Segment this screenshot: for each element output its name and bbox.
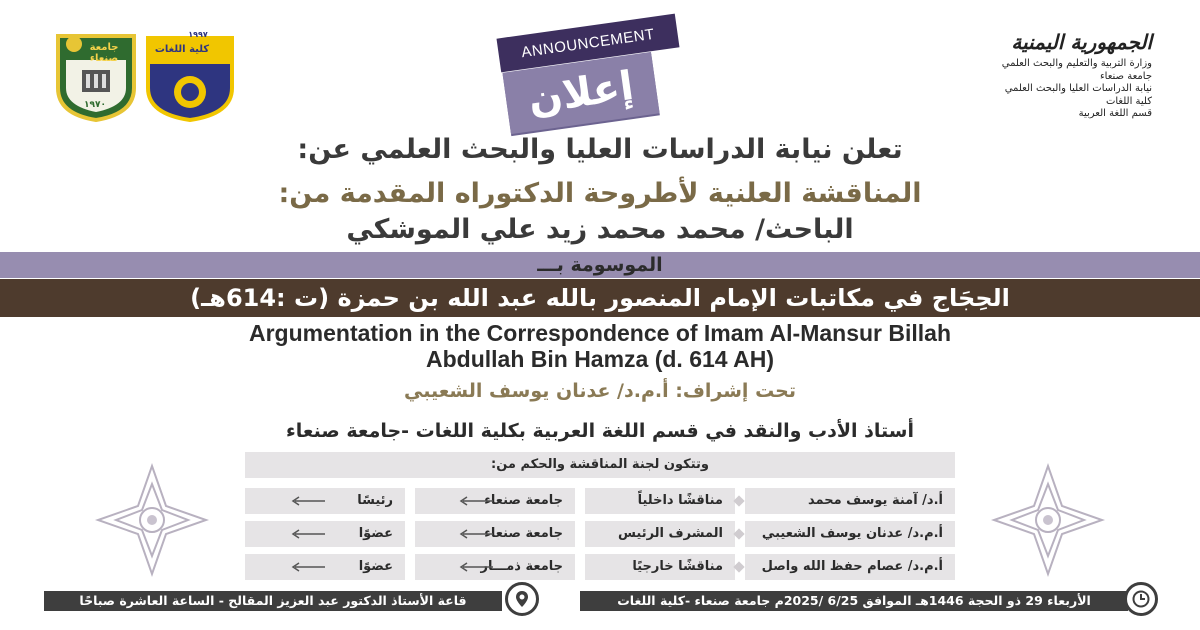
header-line: جامعة صنعاء: [1099, 70, 1152, 82]
faculty-logo-year: ١٩٩٧: [188, 30, 208, 39]
date-bar: الأربعاء 29 ذو الحجة 1446هـ الموافق 6/25 /2025م جامعة صنعاء -كلية اللغات: [580, 591, 1128, 611]
researcher-name: الباحث/ محمد محمد زيد علي الموشكي: [346, 214, 854, 245]
announcement-banner: [480, 18, 680, 130]
member-role: مناقشًا داخلياً: [585, 488, 735, 514]
member-university: جامعة ذمـــار: [415, 554, 575, 580]
venue-bar: قاعة الأستاذ الدكتور عبد العزيز المقالح - الساعة العاشرة صباحًا: [44, 591, 502, 611]
arabic-thesis-title: الحِجَاج في مكاتبات الإمام المنصور بالله عبد الله بن حمزة (ت :614هـ): [190, 284, 1010, 312]
university-logo-text: جامعة صنعاء: [89, 42, 119, 64]
announcement-ar: إعلان: [502, 52, 659, 134]
arrow-left-icon: [459, 562, 493, 572]
supervision-label: تحت إشراف:: [675, 380, 797, 402]
defense-heading: المناقشة العلنية لأطروحة الدكتوراه المقدمة من:: [278, 178, 922, 209]
member-status: عضوًا: [245, 554, 405, 580]
arrow-left-icon: [459, 529, 493, 539]
arrow-left-icon: [459, 496, 493, 506]
english-title-line2: Abdullah Bin Hamza (d. 614 AH): [425, 346, 775, 372]
supervisor-position: أستاذ الأدب والنقد في قسم اللغة العربية بكلية اللغات -جامعة صنعاء: [286, 420, 914, 442]
diamond-icon: [733, 561, 744, 572]
member-university: جامعة صنعاء: [415, 488, 575, 514]
supervision-line: [0, 380, 1200, 402]
committee-heading: وتتكون لجنة المناقشة والحكم من:: [245, 452, 955, 478]
arrow-left-icon: [291, 529, 325, 539]
clock-icon: [1124, 582, 1158, 616]
arrow-left-icon: [291, 496, 325, 506]
pin-icon: [505, 582, 539, 616]
committee-row: [245, 521, 955, 547]
university-logo-year: ١٩٧٠: [84, 100, 106, 110]
titled-label: الموسومة بـــ: [537, 254, 663, 276]
member-university: جامعة صنعاء: [415, 521, 575, 547]
member-status: رئيسًا: [245, 488, 405, 514]
arrow-left-icon: [291, 562, 325, 572]
member-name: أ.د/ آمنة يوسف محمد: [745, 488, 955, 514]
header-line: وزارة التربية والتعليم والبحث العلمي: [1001, 58, 1152, 69]
english-title-line1: Argumentation in the Correspondence of Imam Al-Mansur Billah: [249, 320, 951, 346]
left-ornament-icon: [92, 460, 212, 580]
header-line: نيابة الدراسات العليا والبحث العلمي: [1004, 83, 1152, 94]
member-role: مناقشًا خارجيًا: [585, 554, 735, 580]
header-line: قسم اللغة العربية: [1078, 108, 1152, 119]
member-name: أ.م.د/ عدنان يوسف الشعيبي: [745, 521, 955, 547]
announcement-heading: تعلن نيابة الدراسات العليا والبحث العلمي عن:: [297, 134, 903, 165]
header-line: كلية اللغات: [1105, 95, 1152, 107]
diamond-icon: [733, 528, 744, 539]
committee-row: [245, 488, 955, 514]
right-ornament-icon: [988, 460, 1108, 580]
ministry-header: [932, 30, 1152, 121]
faculty-logo-text: كلية اللغات: [154, 44, 210, 55]
member-status: عضوًا: [245, 521, 405, 547]
republic-title: الجمهورية اليمنية: [1011, 30, 1152, 54]
diamond-icon: [733, 495, 744, 506]
supervisor-name: أ.م.د/ عدنان يوسف الشعيبي: [403, 380, 669, 402]
announcement-en: ANNOUNCEMENT: [497, 14, 680, 73]
member-name: أ.م.د/ عصام حفظ الله واصل: [745, 554, 955, 580]
member-role: المشرف الرئيس: [585, 521, 735, 547]
committee-row: [245, 554, 955, 580]
